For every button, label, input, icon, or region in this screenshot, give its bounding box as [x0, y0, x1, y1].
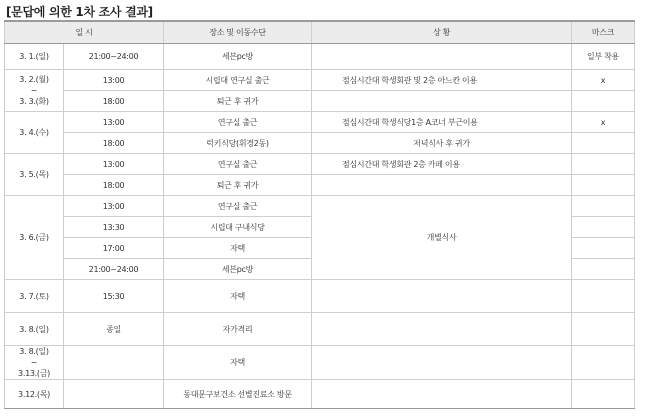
date-cell — [5, 70, 64, 112]
mask-cell — [572, 175, 635, 196]
time-cell: 13:30 — [64, 217, 164, 238]
time-cell: 21:00~24:00 — [64, 44, 164, 70]
time-cell: 18:00 — [64, 133, 164, 154]
mask-cell — [572, 133, 635, 154]
situation-cell — [312, 44, 572, 70]
date-cell: 3. 5.(목) — [5, 154, 64, 196]
situation-cell — [312, 346, 572, 380]
page-title: [문답에 의한 1차 조사 결과] — [6, 5, 153, 19]
time-cell: 21:00~24:00 — [64, 259, 164, 280]
mask-cell — [572, 380, 635, 409]
place-cell: 럭키식당(휘경2동) — [164, 133, 312, 154]
time-cell: 18:00 — [64, 175, 164, 196]
place-cell: 동대문구보건소 선별진료소 방문 — [164, 380, 312, 409]
date-line: 3. 2.(월) — [19, 75, 49, 84]
date-cell: 3. 7.(토) — [5, 280, 64, 313]
place-cell: 퇴근 후 귀가 — [164, 91, 312, 112]
place-cell: 시립대 연구실 출근 — [164, 70, 312, 91]
place-cell: 세븐pc방 — [164, 259, 312, 280]
time-cell: 종일 — [64, 313, 164, 346]
mask-cell — [572, 217, 635, 238]
time-cell: 13:00 — [64, 112, 164, 133]
table-row — [5, 380, 635, 409]
table-row — [5, 133, 635, 154]
table-row — [5, 44, 635, 70]
mask-cell: 일부 착용 — [572, 44, 635, 70]
table-row — [5, 280, 635, 313]
header-mask: 마스크 — [572, 21, 635, 44]
date-cell: 3. 8.(일) — [5, 313, 64, 346]
mask-cell — [572, 259, 635, 280]
date-line: 3. 8.(일) — [19, 347, 49, 356]
date-cell: 3. 4.(수) — [5, 112, 64, 154]
time-cell: 15:30 — [64, 280, 164, 313]
time-cell: 17:00 — [64, 238, 164, 259]
situation-cell: 점심시간대 학생회관 및 2층 아느칸 이용 — [312, 70, 572, 91]
mask-cell — [572, 196, 635, 217]
situation-cell: 개별식사 — [312, 196, 572, 280]
situation-cell — [312, 280, 572, 313]
place-cell: 자택 — [164, 280, 312, 313]
mask-cell — [572, 91, 635, 112]
mask-cell — [572, 154, 635, 175]
place-cell: 연구실 출근 — [164, 112, 312, 133]
table-row — [5, 196, 635, 217]
header-place: 장소 및 이동수단 — [164, 21, 312, 44]
situation-cell — [312, 91, 572, 112]
time-cell: 13:00 — [64, 154, 164, 175]
place-cell: 자택 — [164, 238, 312, 259]
situation-cell: 저녁식사 후 귀가 — [312, 133, 572, 154]
mask-cell: x — [572, 112, 635, 133]
mask-cell — [572, 238, 635, 259]
table-row — [5, 175, 635, 196]
place-cell: 세븐pc방 — [164, 44, 312, 70]
time-cell — [64, 346, 164, 380]
table-row — [5, 313, 635, 346]
mask-cell: x — [572, 70, 635, 91]
time-cell: 13:00 — [64, 196, 164, 217]
time-cell: 13:00 — [64, 70, 164, 91]
situation-cell: 점심시간대 학생식당1층 A코너 부근이용 — [312, 112, 572, 133]
investigation-table — [4, 20, 635, 409]
date-line: ~ — [30, 86, 38, 95]
place-cell: 시립대 구내식당 — [164, 217, 312, 238]
table-row — [5, 154, 635, 175]
table-row — [5, 346, 635, 380]
table-row — [5, 91, 635, 112]
mask-cell — [572, 346, 635, 380]
header-datetime: 일 시 — [5, 21, 164, 44]
date-cell: 3. 1.(일) — [5, 44, 64, 70]
place-cell: 연구실 출근 — [164, 154, 312, 175]
mask-cell — [572, 280, 635, 313]
header-situation: 상 황 — [312, 21, 572, 44]
place-cell: 연구실 출근 — [164, 196, 312, 217]
place-cell: 퇴근 후 귀가 — [164, 175, 312, 196]
time-cell — [64, 380, 164, 409]
situation-cell: 점심시간대 학생회관 2층 카페 이용 — [312, 154, 572, 175]
table-row — [5, 70, 635, 91]
time-cell: 18:00 — [64, 91, 164, 112]
date-cell — [5, 346, 64, 380]
place-cell: 자가격리 — [164, 313, 312, 346]
place-cell: 자택 — [164, 346, 312, 380]
situation-cell — [312, 175, 572, 196]
date-cell: 3.12.(목) — [5, 380, 64, 409]
date-cell: 3. 6.(금) — [5, 196, 64, 280]
date-line: 3.13.(금) — [18, 369, 50, 378]
situation-cell — [312, 313, 572, 346]
date-line: ~ — [30, 358, 38, 367]
table-row — [5, 112, 635, 133]
date-line: 3. 3.(화) — [19, 97, 49, 106]
mask-cell — [572, 313, 635, 346]
table-header-row — [5, 21, 635, 44]
situation-cell — [312, 380, 572, 409]
